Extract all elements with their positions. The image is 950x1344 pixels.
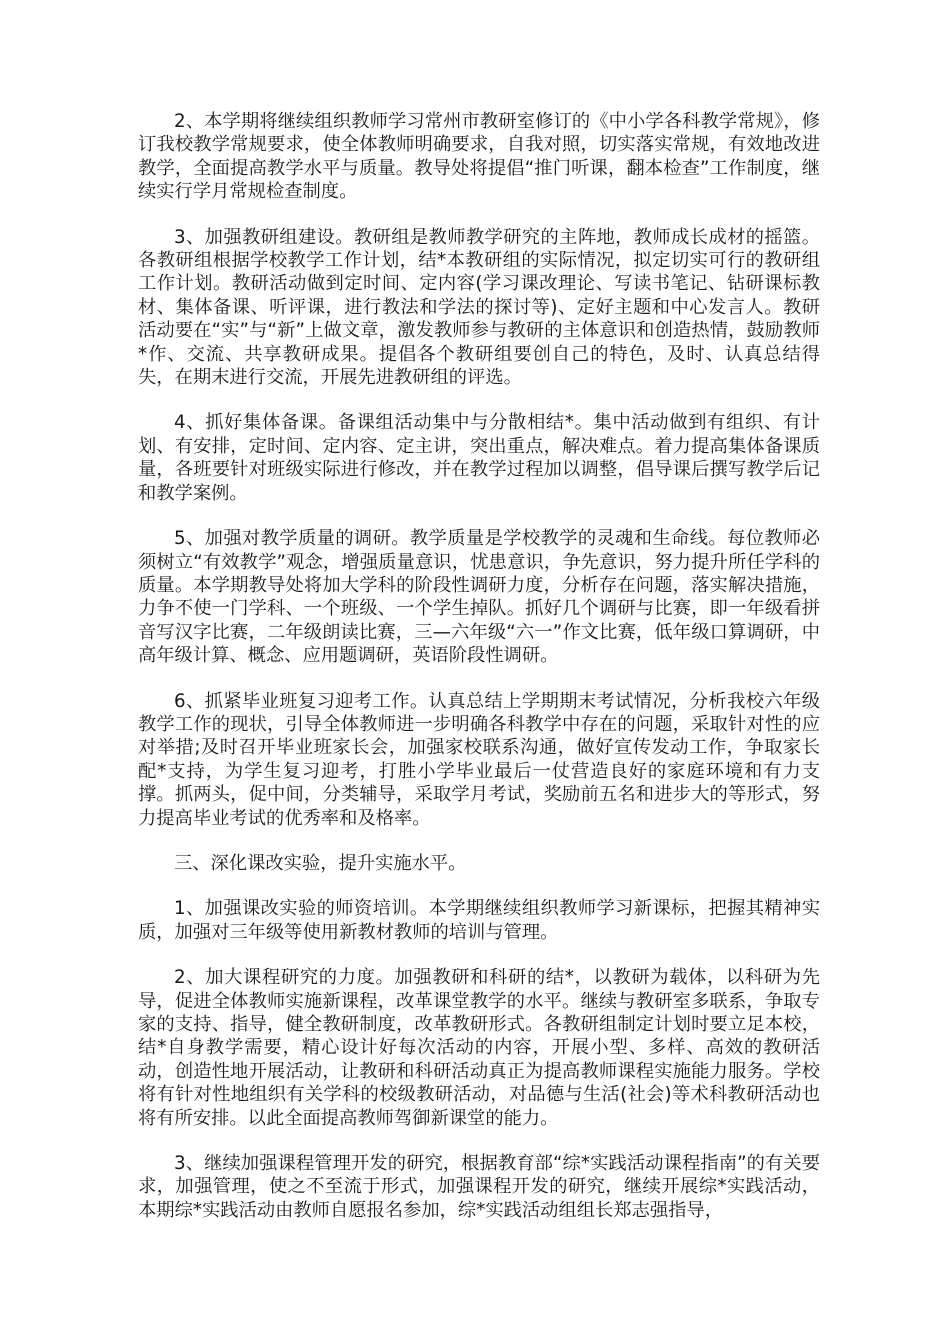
paragraph-5-quality-survey: 5、加强对教学质量的调研。教学质量是学校教学的灵魂和生命线。每位教师必须树立“有效教学”观念，增强质量意识，忧患意识，争先意识，努力提升所任学科的质量。本学期教导处将加大学科的阶段性调研力度，分析存在问题，落实解决措施，力争不使一门学科、一个班级、一个学生掉队。抓好几个调研与比赛，即一年级看拼音写汉字比赛，二年级朗读比赛，三—六年级“六一”作文比赛，低年级口算调研，中高年级计算、概念、应用题调研，英语阶段性调研。 xyxy=(138,528,820,667)
paragraph-2-routine: 2、本学期将继续组织教师学习常州市教研室修订的《中小学各科教学常规》，修订我校教学常规要求，使全体教师明确要求，自我对照，切实落实常规，有效地改进教学，全面提高教学水平与质量。教导处将提倡“推门听课，翻本检查”工作制度，继续实行学月常规检查制度。 xyxy=(138,111,820,203)
paragraph-3-research-group: 3、加强教研组建设。教研组是教师教学研究的主阵地，教师成长成材的摇篮。各教研组根据学校教学工作计划，结*本教研组的实际情况，拟定切实可行的教研组工作计划。教研活动做到定时间、定内容(学习课改理论、写读书笔记、钻研课标教材、集体备课、听评课，进行教法和学法的探讨等)、定好主题和中心发言人。教研活动要在“实”与“新”上做文章，激发教师参与教研的主体意识和创造热情，鼓励教师*作、交流、共享教研成果。提倡各个教研组要创自己的特色，及时、认真总结得失，在期末进行交流，开展先进教研组的评选。 xyxy=(138,226,820,389)
paragraph-3-curriculum-management: 3、继续加强课程管理开发的研究，根据教育部“综*实践活动课程指南”的有关要求，加强管理，使之不至流于形式，加强课程开发的研究，继续开展综*实践活动，本期综*实践活动由教师自愿报名参加，综*实践活动组组长郑志强指导， xyxy=(138,1153,820,1221)
paragraph-6-graduation-review: 6、抓紧毕业班复习迎考工作。认真总结上学期期末考试情况，分析我校六年级教学工作的现状，引导全体教师进一步明确各科教学中存在的问题，采取针对性的应对举措;及时召开毕业班家长会，加强家校联系沟通，做好宣传发动工作，争取家长配*支持，为学生复习迎考，打胜小学毕业最后一仗营造良好的家庭环境和有力支撑。抓两头，促中间，分类辅导，采取学月考试，奖励前五名和进步大的等形式，努力提高毕业考试的优秀率和及格率。 xyxy=(138,690,820,829)
paragraph-1-teacher-training: 1、加强课改实验的师资培训。本学期继续组织教师学习新课标，把握其精神实质，加强对三年级等使用新教材教师的培训与管理。 xyxy=(138,898,820,943)
document-body xyxy=(138,110,820,1244)
section-heading-3: 三、深化课改实验，提升实施水平。 xyxy=(174,852,467,874)
paragraph-4-collective-prep: 4、抓好集体备课。备课组活动集中与分散相结*。集中活动做到有组织、有计划、有安排，定时间、定内容、定主讲，突出重点，解决难点。着力提高集体备课质量，各班要针对班级实际进行修改，并在教学过程加以调整，倡导课后撰写教学后记和教学案例。 xyxy=(138,412,820,504)
paragraph-2-curriculum-research: 2、加大课程研究的力度。加强教研和科研的结*，以教研为载体，以科研为先导，促进全体教师实施新课程，改革课堂教学的水平。继续与教研室多联系，争取专家的支持、指导，健全教研制度，改革教研形式。各教研组制定计划时要立足本校，结*自身教学需要，精心设计好每次活动的内容，开展小型、多样、高效的教研活动，创造性地开展活动，让教研和科研活动真正为提高教师课程实施能力服务。学校将有针对性地组织有关学科的校级教研活动，对品德与生活(社会)等术科教研活动也将有所安排。以此全面提高教师驾御新课堂的能力。 xyxy=(138,967,820,1129)
